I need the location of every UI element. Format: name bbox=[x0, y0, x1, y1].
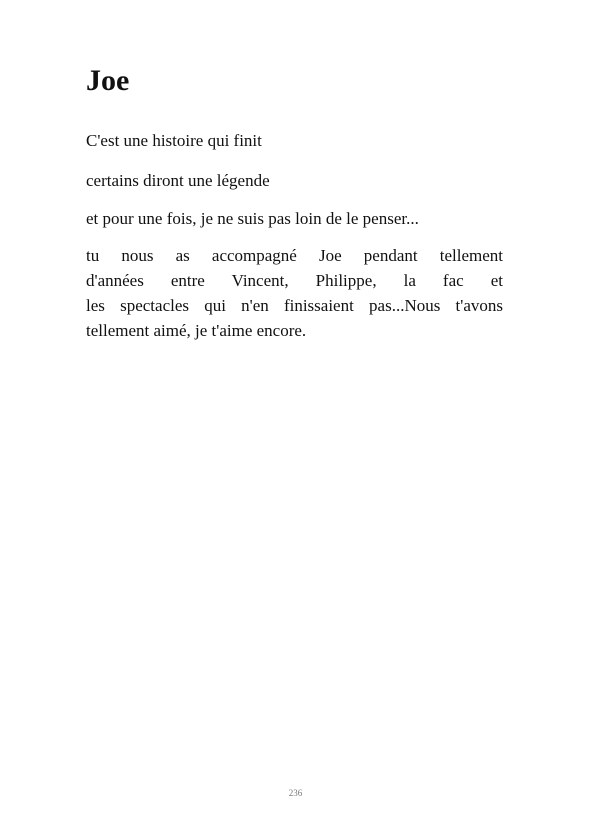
page-title: Joe bbox=[86, 64, 130, 97]
paragraph-line-3: les spectacles qui n'en finissaient pas...Nous t'avons bbox=[86, 296, 503, 315]
paragraph-line-2: d'années entre Vincent, Philippe, la fac et bbox=[86, 271, 503, 290]
body-paragraph bbox=[86, 246, 503, 346]
text-line-3: et pour une fois, je ne suis pas loin de le penser... bbox=[86, 209, 419, 228]
page-number: 236 bbox=[288, 788, 303, 798]
paragraph-line-1: tu nous as accompagné Joe pendant tellement bbox=[86, 246, 503, 265]
text-line-2: certains diront une légende bbox=[86, 171, 270, 190]
text-line-1: C'est une histoire qui finit bbox=[86, 131, 262, 150]
paragraph-line-4: tellement aimé, je t'aime encore. bbox=[86, 321, 307, 340]
